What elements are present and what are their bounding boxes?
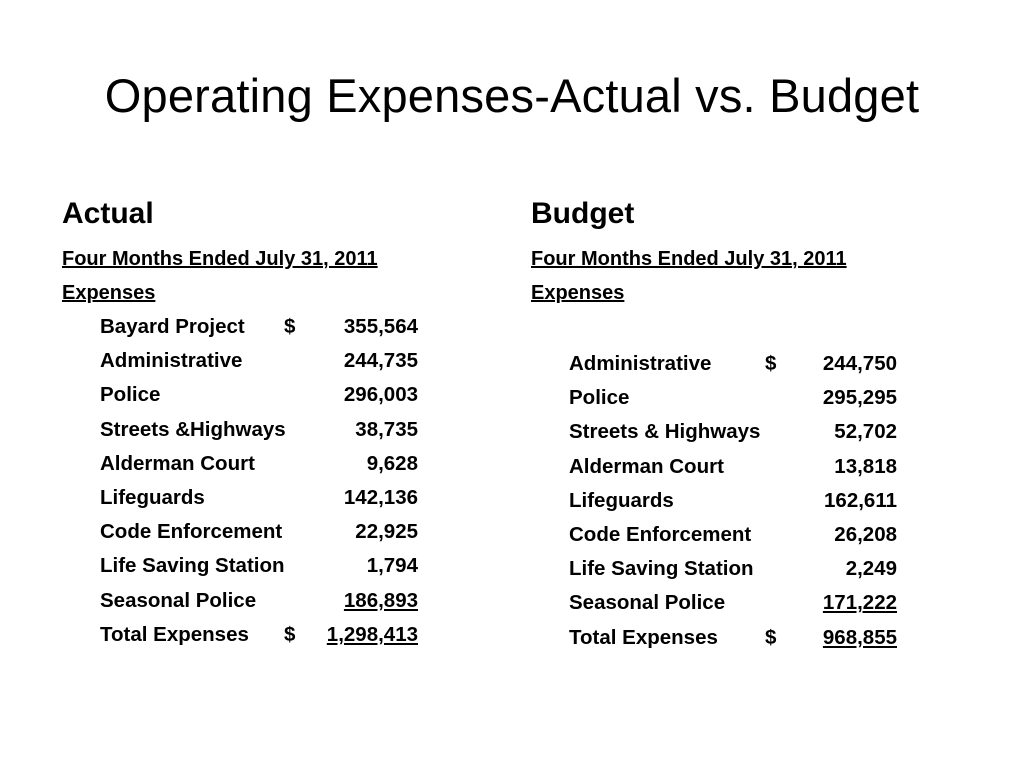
currency-symbol: $ xyxy=(284,622,296,646)
currency-symbol xyxy=(284,481,318,515)
expense-label: Alderman Court xyxy=(100,451,255,475)
currency-symbol xyxy=(284,344,318,378)
expense-row xyxy=(569,415,991,449)
expense-label: Seasonal Police xyxy=(569,591,726,615)
expense-label: Bayard Project xyxy=(100,315,245,338)
expense-label: Lifeguards xyxy=(100,486,205,510)
expense-amount: 52,702 xyxy=(834,420,897,444)
currency-symbol xyxy=(765,586,801,620)
expense-amount: 244,750 xyxy=(822,352,897,375)
budget-section-label: Expenses xyxy=(531,282,625,304)
expense-amount: 244,735 xyxy=(343,349,418,373)
expense-amount: 142,136 xyxy=(343,486,418,510)
expense-label: Administrative xyxy=(569,352,712,375)
currency-symbol xyxy=(284,549,318,583)
currency-symbol: $ xyxy=(284,315,296,338)
currency-symbol: $ xyxy=(765,352,777,375)
expense-row xyxy=(569,552,991,586)
expense-row xyxy=(100,447,522,481)
expense-amount: 171,222 xyxy=(822,591,897,615)
currency-symbol xyxy=(284,378,318,412)
expense-amount: 296,003 xyxy=(343,383,418,407)
expense-row xyxy=(569,450,991,484)
currency-symbol xyxy=(284,413,318,447)
expense-label: Administrative xyxy=(100,349,243,373)
expense-label: Code Enforcement xyxy=(100,520,283,544)
expense-row xyxy=(100,344,522,378)
total-row xyxy=(100,618,522,652)
expense-row xyxy=(100,515,522,549)
expense-label: Streets &Highways xyxy=(100,417,286,441)
expense-row xyxy=(569,381,991,415)
expense-label: Police xyxy=(100,383,161,407)
budget-expense-list xyxy=(569,347,991,655)
actual-section-label: Expenses xyxy=(62,282,156,304)
expense-amount: 186,893 xyxy=(343,588,418,612)
currency-symbol xyxy=(765,381,801,415)
budget-period: Four Months Ended July 31, 2011 xyxy=(531,248,847,270)
expense-amount: 26,208 xyxy=(834,523,897,547)
expense-row xyxy=(569,484,991,518)
currency-symbol xyxy=(765,552,801,586)
expense-amount: 2,249 xyxy=(845,557,897,581)
currency-symbol: $ xyxy=(765,625,777,649)
actual-expense-list xyxy=(100,310,522,652)
actual-period: Four Months Ended July 31, 2011 xyxy=(62,248,378,270)
actual-column xyxy=(62,194,522,652)
expense-amount: 9,628 xyxy=(366,451,418,475)
total-row xyxy=(569,621,991,655)
expense-label: Lifeguards xyxy=(569,488,674,512)
expense-amount: 162,611 xyxy=(824,488,897,512)
currency-symbol xyxy=(765,518,801,552)
currency-symbol xyxy=(284,515,318,549)
expense-amount: 38,735 xyxy=(355,417,418,441)
expense-row xyxy=(100,378,522,412)
expense-row xyxy=(569,586,991,620)
budget-column xyxy=(531,194,991,655)
expense-row xyxy=(100,481,522,515)
expense-amount: 355,564 xyxy=(343,315,418,338)
currency-symbol xyxy=(765,450,801,484)
expense-label: Seasonal Police xyxy=(100,588,257,612)
expense-label: Alderman Court xyxy=(569,454,724,478)
slide-title: Operating Expenses-Actual vs. Budget xyxy=(104,69,920,122)
currency-symbol xyxy=(765,415,801,449)
total-amount: 1,298,413 xyxy=(326,622,418,646)
total-label: Total Expenses xyxy=(100,622,249,646)
expense-row xyxy=(100,310,522,344)
currency-symbol xyxy=(284,447,318,481)
total-amount: 968,855 xyxy=(822,625,897,649)
expense-row xyxy=(100,549,522,583)
actual-heading: Actual xyxy=(62,197,154,230)
expense-row xyxy=(569,518,991,552)
currency-symbol xyxy=(284,584,318,618)
total-label: Total Expenses xyxy=(569,625,718,649)
expense-amount: 295,295 xyxy=(822,386,897,410)
expense-label: Police xyxy=(569,386,630,410)
expense-label: Streets & Highways xyxy=(569,420,761,444)
currency-symbol xyxy=(765,484,801,518)
expense-label: Life Saving Station xyxy=(100,554,285,578)
expense-row xyxy=(100,584,522,618)
expense-amount: 13,818 xyxy=(834,454,897,478)
expense-amount: 22,925 xyxy=(355,520,418,544)
expense-amount: 1,794 xyxy=(366,554,418,578)
expense-row xyxy=(569,347,991,381)
expense-label: Code Enforcement xyxy=(569,523,752,547)
expense-row xyxy=(100,413,522,447)
expense-label: Life Saving Station xyxy=(569,557,754,581)
budget-heading: Budget xyxy=(531,197,635,230)
